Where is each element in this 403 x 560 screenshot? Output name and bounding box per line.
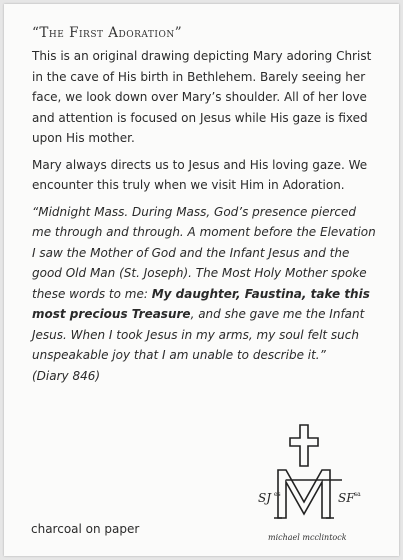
description-paragraph-2: Mary always directs us to Jesus and His loving gaze. We encounter this truly when we visit Him in Adoration. <box>32 157 368 192</box>
quote-text-part-2: , and she gave me the Infant Jesus. When I took Jesus in my arms, my soul felt such unspeakable joy that I am unable to describe it.” <box>32 307 365 362</box>
quote-emphasis: My daughter, Faustina, take this most precious Treasure <box>32 286 370 321</box>
quote-text-part-1: “Midnight Mass. During Mass, God’s presence pierced me through and through. A moment before the Elevation I saw the Mother of God and the Infant Jesus and the good Old Man (St. Joseph). The Most Holy Mother spoke these words to me: <box>32 204 376 301</box>
monogram-right-letters: SF <box>338 491 355 505</box>
card-content <box>32 25 377 392</box>
monogram-left-letters: SJ <box>258 491 272 505</box>
diary-quote <box>32 202 377 387</box>
artwork-medium: charcoal on paper <box>31 522 140 536</box>
description-paragraph-1: This is an original drawing depicting Mary adoring Christ in the cave of His birth in Bethlehem. Barely seeing her face, we look down over Mary’s shoulder. All of her love and attention is focused on Jesus while His gaze is fixed upon His mother. <box>32 49 372 145</box>
quote-citation: (Diary 846) <box>32 368 101 383</box>
artist-monogram-icon <box>252 422 370 550</box>
monogram-left-small: es <box>274 491 281 498</box>
description-card <box>4 4 399 556</box>
monogram-right-small: sa <box>354 491 361 498</box>
artist-signature: michael mcclintock <box>268 533 347 542</box>
artwork-title: “The First Adoration” <box>32 25 183 41</box>
